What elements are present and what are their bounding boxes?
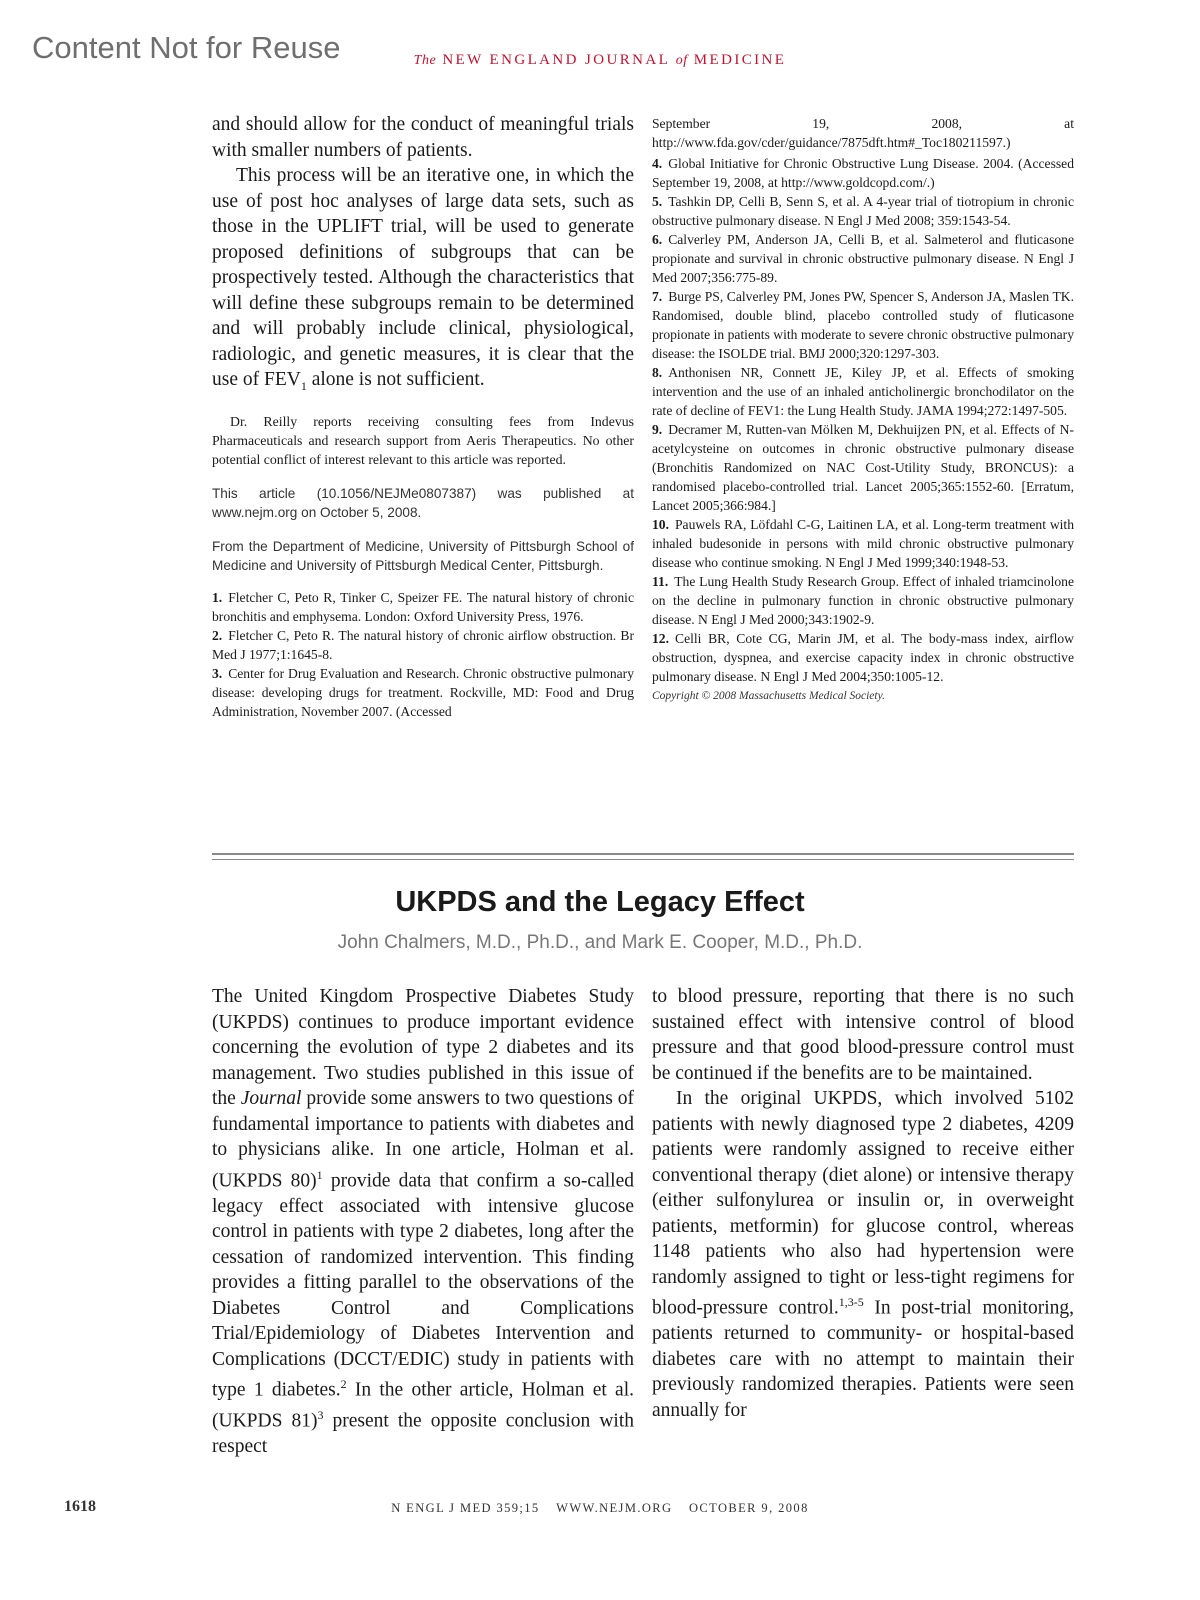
reference-item bbox=[652, 629, 1074, 686]
reference-text: Fletcher C, Peto R, Tinker C, Speizer FE. The natural history of chronic bronchitis and emphysema. London: Oxford University Press, 1976. bbox=[212, 590, 634, 625]
reference-item bbox=[212, 664, 634, 721]
reference-text: Global Initiative for Chronic Obstructive Lung Disease. 2004. (Accessed September 19, 2008, at http://www.goldcopd.com/.) bbox=[652, 156, 1074, 190]
reference-item bbox=[652, 363, 1074, 420]
reference-number: 9. bbox=[652, 422, 663, 437]
reference-number: 7. bbox=[652, 289, 663, 304]
reference-text: Tashkin DP, Celli B, Senn S, et al. A 4-year trial of tiotropium in chronic obstructive pulmonary disease. N Engl J Med 2008; 359:1543-54. bbox=[652, 194, 1074, 228]
article-left-column bbox=[212, 984, 634, 1460]
previous-article-right-column bbox=[652, 114, 1074, 702]
section-divider bbox=[212, 853, 1074, 855]
footer-journal-issue: N ENGL J MED 359;15 bbox=[391, 1501, 540, 1515]
reference-item bbox=[212, 588, 634, 626]
section-divider bbox=[212, 859, 1074, 860]
reference-number: 4. bbox=[652, 156, 663, 171]
citation-superscript: 2 bbox=[340, 1377, 347, 1391]
article-authors: John Chalmers, M.D., Ph.D., and Mark E. Cooper, M.D., Ph.D. bbox=[337, 932, 863, 953]
reference-text: Burge PS, Calverley PM, Jones PW, Spencer S, Anderson JA, Maslen TK. Randomised, double blind, placebo controlled study of fluticasone propionate in patients with moderate to severe chronic obstructive pulmonary disease: the ISOLDE trial. BMJ 2000;320:1297-303. bbox=[652, 289, 1074, 361]
reference-item bbox=[652, 154, 1074, 192]
body-text: provide some answers to two questions of fundamental importance to patients with diabetes and to physicians alike. In one article, Holman et al. (UKPDS 80) bbox=[212, 1088, 634, 1191]
body-paragraph bbox=[212, 984, 634, 1460]
reference-number: 5. bbox=[652, 194, 663, 209]
reference-text: Fletcher C, Peto R. The natural history of chronic airflow obstruction. Br Med J 1977;1:1645-8. bbox=[212, 628, 634, 663]
reference-number: 6. bbox=[652, 232, 663, 247]
body-text: The United Kingdom Prospective Diabetes Study (UKPDS) continues to produce important evidence concerning the evolution of type 2 diabetes and its management. Two studies published in this issue of the bbox=[212, 986, 634, 1109]
body-text: In the other article, Holman et al. (UKPDS 81) bbox=[212, 1379, 634, 1432]
reference-item bbox=[652, 287, 1074, 363]
copyright-note: Copyright © 2008 Massachusetts Medical Society. bbox=[652, 690, 885, 702]
reference-list bbox=[212, 588, 634, 721]
reference-number: 8. bbox=[652, 365, 663, 380]
reference-text: Center for Drug Evaluation and Research. Chronic obstructive pulmonary disease: developing drugs for treatment. Rockville, MD: Food and Drug Administration, November 2007. (Accessed bbox=[212, 666, 634, 720]
body-paragraph: to blood pressure, reporting that there is no such sustained effect with intensive control of blood pressure and that good blood-pressure control must be continued if the benefits are to be maintained. bbox=[652, 986, 1074, 1084]
body-text: This process will be an iterative one, in which the use of post hoc analyses of large data sets, such as those in the UPLIFT trial, will be used to generate proposed definitions of subgroups that can be prospectively tested. Although the characteristics that will define these subgroups remain to be determined and will probably include clinical, physiological, radiologic, and genetic measures, it is clear that the use of FEV bbox=[212, 165, 634, 390]
reference-number: 2. bbox=[212, 628, 223, 644]
footer-website: WWW.NEJM.ORG bbox=[556, 1501, 673, 1515]
body-text: In the original UKPDS, which involved 5102 patients with newly diagnosed type 2 diabetes, 4209 patients were randomly assigned to receive either conventional therapy (diet alone) or intensive therapy (either sulfonylurea or insulin or, in overweight patients, metformin) for glucose control, whereas 1148 patients who also had hypertension were randomly assigned to tight or less-tight regimens for blood-pressure control. bbox=[652, 1088, 1074, 1319]
body-paragraph bbox=[652, 1086, 1074, 1423]
reference-item bbox=[652, 515, 1074, 572]
reference-text: Celli BR, Cote CG, Marin JM, et al. The body-mass index, airflow obstruction, dyspnea, and exercise capacity index in chronic obstructive pulmonary disease. N Engl J Med 2004;350:1005-12. bbox=[652, 631, 1074, 684]
subscript: 1 bbox=[300, 378, 307, 393]
article-title: UKPDS and the Legacy Effect bbox=[395, 886, 805, 918]
body-text: provide data that confirm a so-called legacy effect associated with intensive glucose control in patients with type 2 diabetes, long after the cessation of randomized intervention. This finding provides a fitting parallel to the observations of the Diabetes Control and Complications Trial/Epidemiology of Diabetes Intervention and Complications (DCCT/EDIC) study in patients with type 1 diabetes. bbox=[212, 1170, 634, 1401]
body-text: alone is not sufficient. bbox=[306, 369, 485, 390]
article-right-column bbox=[652, 984, 1074, 1423]
body-paragraph: and should allow for the conduct of meaningful trials with smaller numbers of patients. bbox=[212, 114, 634, 161]
reference-text: Pauwels RA, Löfdahl C-G, Laitinen LA, et al. Long-term treatment with inhaled budesonide in persons with mild chronic obstructive pulmonary disease who continue smoking. N Engl J Med 1999;340:1948-53. bbox=[652, 517, 1074, 570]
journal-header-suffix: MEDICINE bbox=[693, 52, 787, 68]
previous-article-left-column bbox=[212, 112, 634, 721]
watermark-text: Content Not for Reuse bbox=[32, 30, 341, 65]
footer-date: OCTOBER 9, 2008 bbox=[689, 1501, 809, 1515]
reference-item bbox=[652, 572, 1074, 629]
citation-superscript: 1,3-5 bbox=[838, 1295, 864, 1309]
reference-item bbox=[212, 626, 634, 664]
reference-text: Anthonisen NR, Connett JE, Kiley JP, et al. Effects of smoking intervention and the use of an inhaled anticholinergic bronchodilator on the rate of decline of FEV1: the Lung Health Study. JAMA 1994;272:1497-505. bbox=[652, 365, 1074, 418]
reference-item bbox=[652, 230, 1074, 287]
citation-superscript: 3 bbox=[317, 1408, 324, 1422]
body-paragraph bbox=[212, 163, 634, 399]
reference-continuation: September 19, 2008, at http://www.fda.gov/cder/guidance/7875dft.htm#_Toc180211597.) bbox=[652, 116, 1074, 150]
body-text: present the opposite conclusion with respect bbox=[212, 1410, 634, 1457]
journal-header-prefix: The bbox=[413, 53, 437, 68]
reference-number: 12. bbox=[652, 631, 669, 646]
journal-italic: Journal bbox=[240, 1088, 302, 1109]
journal-header bbox=[0, 52, 1200, 69]
page-number: 1618 bbox=[64, 1498, 96, 1515]
disclosure-note: Dr. Reilly reports receiving consulting fees from Indevus Pharmaceuticals and research support from Aeris Therapeutics. No other potential conflict of interest relevant to this article was reported. bbox=[212, 414, 634, 468]
citation-superscript: 1 bbox=[316, 1167, 323, 1182]
reference-list bbox=[652, 154, 1074, 686]
page-footer bbox=[0, 1501, 1200, 1516]
body-text: In post-trial monitoring, patients returned to community- or hospital-based diabetes care with no attempt to maintain their previously randomized therapies. Patients were seen annually for bbox=[652, 1297, 1074, 1421]
publication-note: This article (10.1056/NEJMe0807387) was published at www.nejm.org on October 5, 2008. bbox=[212, 486, 634, 521]
reference-number: 3. bbox=[212, 666, 223, 682]
reference-text: Decramer M, Rutten-van Mölken M, Dekhuijzen PN, et al. Effects of N-acetylcysteine on outcomes in chronic obstructive pulmonary disease (Bronchitis Randomized on NAC Cost-Utility Study, BRONCUS): a randomised placebo-controlled trial. Lancet 2005;365:1552-60. [Erratum, Lancet 2005;366:984.] bbox=[652, 422, 1074, 513]
reference-number: 11. bbox=[652, 574, 669, 589]
affiliation-note: From the Department of Medicine, University of Pittsburgh School of Medicine and University of Pittsburgh Medical Center, Pittsburgh. bbox=[212, 539, 634, 574]
reference-text: Calverley PM, Anderson JA, Celli B, et al. Salmeterol and fluticasone propionate and survival in chronic obstructive pulmonary disease. N Engl J Med 2007;356:775-89. bbox=[652, 232, 1074, 285]
reference-item bbox=[652, 420, 1074, 515]
journal-header-middle: NEW ENGLAND JOURNAL bbox=[442, 52, 670, 68]
reference-text: The Lung Health Study Research Group. Effect of inhaled triamcinolone on the decline in pulmonary function in chronic obstructive pulmonary disease. N Engl J Med 2000;343:1902-9. bbox=[652, 574, 1074, 627]
reference-number: 10. bbox=[652, 517, 669, 532]
journal-header-of: of bbox=[675, 53, 688, 68]
reference-number: 1. bbox=[212, 590, 223, 606]
reference-item bbox=[652, 192, 1074, 230]
